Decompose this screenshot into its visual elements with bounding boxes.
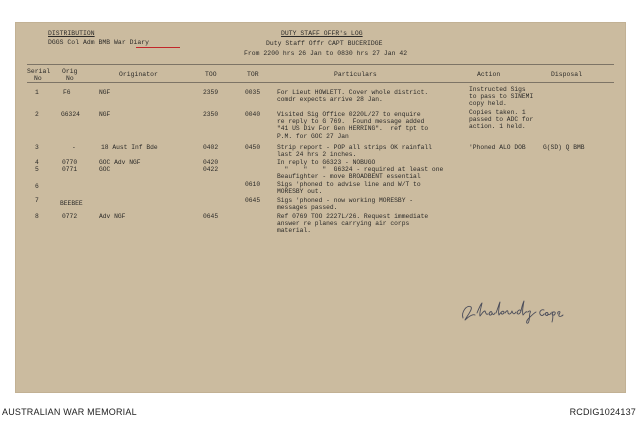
- distribution-text: DGGS Col Adm BMB War Diary: [48, 39, 150, 46]
- war-diary-underline: [136, 47, 180, 48]
- row4-particulars: In reply to G6323 - NOBUGO: [277, 159, 376, 166]
- row4-serial: 4: [35, 159, 39, 166]
- col-orig-sub: No: [66, 75, 74, 82]
- col-disposal: Disposal: [551, 71, 583, 78]
- footer-record-id: RCDIG1024137: [569, 407, 636, 417]
- row7-tor: 0645: [245, 197, 261, 204]
- row4-originator: GOC Adv NGF: [99, 159, 141, 166]
- row7-serial: 7: [35, 197, 39, 204]
- row2-originator: NGF: [99, 111, 111, 118]
- row3-serial: 3: [35, 144, 39, 151]
- log-period: From 2200 hrs 26 Jan to 0830 hrs 27 Jan 42: [244, 50, 408, 57]
- row8-serial: 8: [35, 213, 39, 220]
- header-rule-top: [27, 64, 614, 65]
- row2-action: Copies taken. 1 passed to ADC for action. 1 held.: [469, 109, 534, 131]
- row4-too: 0420: [203, 159, 219, 166]
- col-serial: Serial: [27, 68, 51, 75]
- row2-serial: 2: [35, 111, 39, 118]
- row3-tor: 0450: [245, 144, 261, 151]
- col-tor: TOR: [247, 71, 259, 78]
- handwritten-signature: [459, 294, 569, 328]
- row3-particulars: Strip report - POP all strips OK rainfall last 24 hrs 2 inches.: [277, 144, 432, 159]
- row2-orig: G6324: [61, 111, 80, 118]
- row6-serial: 6: [35, 183, 39, 190]
- row5-particulars: " " " G6324 - required at least one Beaufighter - move BROADBENT essential: [277, 166, 444, 181]
- row8-orig: 0772: [62, 213, 78, 220]
- row6-particulars: Sigs 'phoned to advise line and W/T to MORESBY out.: [277, 181, 421, 196]
- col-action: Action: [477, 71, 501, 78]
- row6-tor: 0610: [245, 181, 261, 188]
- row1-particulars: For Lieut HOWLETT. Cover whole district. comdr expects arrive 28 Jan.: [277, 89, 429, 104]
- col-particulars: Particulars: [334, 71, 377, 78]
- col-too: TOO: [205, 71, 217, 78]
- row5-serial: 5: [35, 166, 39, 173]
- row3-originator: 18 Aust Inf Bde: [101, 144, 158, 151]
- col-originator: Originator: [119, 71, 158, 78]
- row8-particulars: Ref 0769 TOO 2227L/26. Request immediate answer re planes carrying air corps material.: [277, 213, 429, 235]
- distribution-heading: DISTRIBUTION: [48, 30, 95, 37]
- row1-orig: F6: [63, 89, 71, 96]
- row5-originator: GOC: [99, 166, 111, 173]
- row8-too: 0645: [203, 213, 219, 220]
- distribution-list: [48, 39, 149, 46]
- row1-too: 2359: [203, 89, 219, 96]
- footer-archive-name: AUSTRALIAN WAR MEMORIAL: [2, 407, 137, 417]
- row7-particulars: Sigs 'phoned - now working MORESBY - messages passed.: [277, 197, 414, 212]
- row4-orig: 0770: [62, 159, 78, 166]
- row2-particulars: Visited Sig Office 0220L/27 to enquire re reply to G 769. Found message added "41 US Div For Gen HERRING". ref tpt to P.M. for GOC 27 Jan: [277, 111, 429, 140]
- row3-disposal: G(SD) Q BMB: [543, 144, 585, 151]
- row1-action: Instructed Sigs to pass to SINEMI copy held.: [469, 86, 534, 108]
- row3-orig: -: [72, 144, 76, 151]
- row1-tor: 0035: [245, 89, 261, 96]
- row8-originator: Adv NGF: [99, 213, 126, 220]
- row2-tor: 0040: [245, 111, 261, 118]
- duty-officer: Duty Staff Offr CAPT BUCERIDGE: [266, 40, 383, 47]
- row1-originator: NGF: [99, 89, 111, 96]
- document-sheet: [15, 22, 626, 393]
- row2-too: 2350: [203, 111, 219, 118]
- row5-too: 0422: [203, 166, 219, 173]
- col-orig: Orig: [62, 68, 78, 75]
- row1-serial: 1: [35, 89, 39, 96]
- col-serial-sub: No: [34, 75, 42, 82]
- row3-too: 0402: [203, 144, 219, 151]
- log-title: DUTY STAFF OFFR's LOG: [281, 30, 363, 37]
- row7-orig: BEEBEE: [60, 200, 83, 207]
- row5-orig: 0771: [62, 166, 78, 173]
- header-rule-bottom: [27, 82, 614, 83]
- row3-action: 'Phoned ALO DOB: [469, 144, 526, 151]
